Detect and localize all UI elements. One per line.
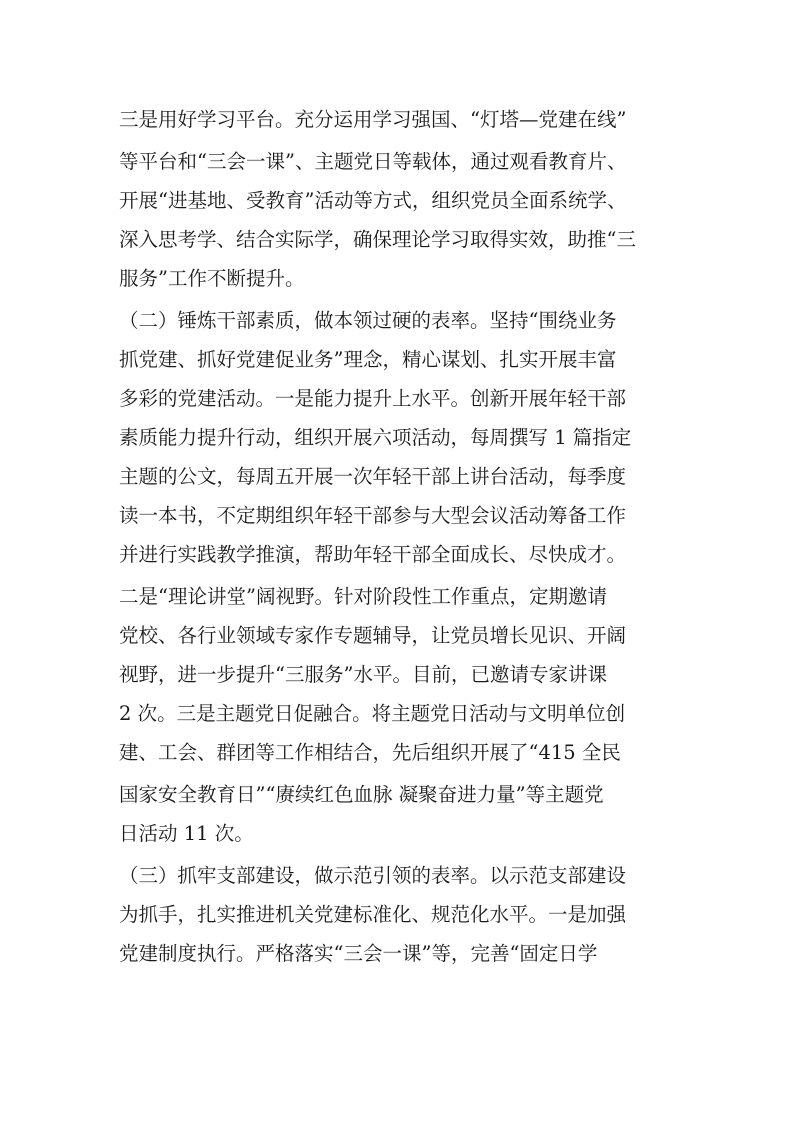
text-line: 视野，进一步提升“三服务”水平。目前，已邀请专家讲课 — [119, 663, 607, 686]
text-line: 为抓手，扎实推进机关党建标准化、规范化水平。一是加强 — [119, 903, 627, 926]
section-heading-3: （三）抓牢支部建设，做示范引领的表率。以示范支部建设 — [119, 864, 627, 887]
text-line: 二是“理论讲堂”阔视野。针对阶段性工作重点，定期邀请 — [119, 585, 607, 608]
text-line: 素质能力提升行动，组织开展六项活动，每周撰写 1 篇指定 — [119, 426, 632, 449]
text-line: 建、工会、群团等工作相结合，先后组织开展了“415 全民 — [119, 741, 621, 764]
text-line: 抓党建、抓好党建促业务”理念，精心谋划、扎实开展丰富 — [119, 348, 617, 371]
section-heading-2: （二）锤炼干部素质，做本领过硬的表率。坚持“围绕业务 — [119, 309, 617, 332]
text-line: 2 次。三是主题党日促融合。将主题党日活动与文明单位创 — [119, 702, 626, 725]
text-line: 并进行实践教学推演，帮助年轻干部全面成长、尽快成才。 — [119, 543, 627, 566]
text-line: 党校、各行业领域专家作专题辅导，让党员增长见识、开阔 — [119, 624, 627, 647]
text-line: 读一本书，不定期组织年轻干部参与大型会议活动筹备工作 — [119, 504, 627, 527]
text-line: 三是用好学习平台。充分运用学习强国、“灯塔—党建在线” — [119, 108, 627, 131]
text-line: 等平台和“三会一课”、主题党日等载体，通过观看教育片、 — [119, 150, 627, 173]
text-line: 国家安全教育日”“赓续红色血脉 凝聚奋进力量”等主题党 — [119, 783, 604, 806]
text-line: 深入思考学、结合实际学，确保理论学习取得实效，助推“三 — [119, 228, 636, 251]
text-line: 日活动 11 次。 — [119, 822, 254, 845]
text-line: 主题的公文，每周五开展一次年轻干部上讲台活动，每季度 — [119, 465, 627, 488]
text-line: 党建制度执行。严格落实“三会一课”等，完善“固定日学 — [119, 942, 598, 965]
text-line: 多彩的党建活动。一是能力提升上水平。创新开展年轻干部 — [119, 387, 627, 410]
text-line: 开展“进基地、受教育”活动等方式，组织党员全面系统学、 — [119, 189, 627, 212]
text-line: 服务”工作不断提升。 — [119, 267, 305, 290]
